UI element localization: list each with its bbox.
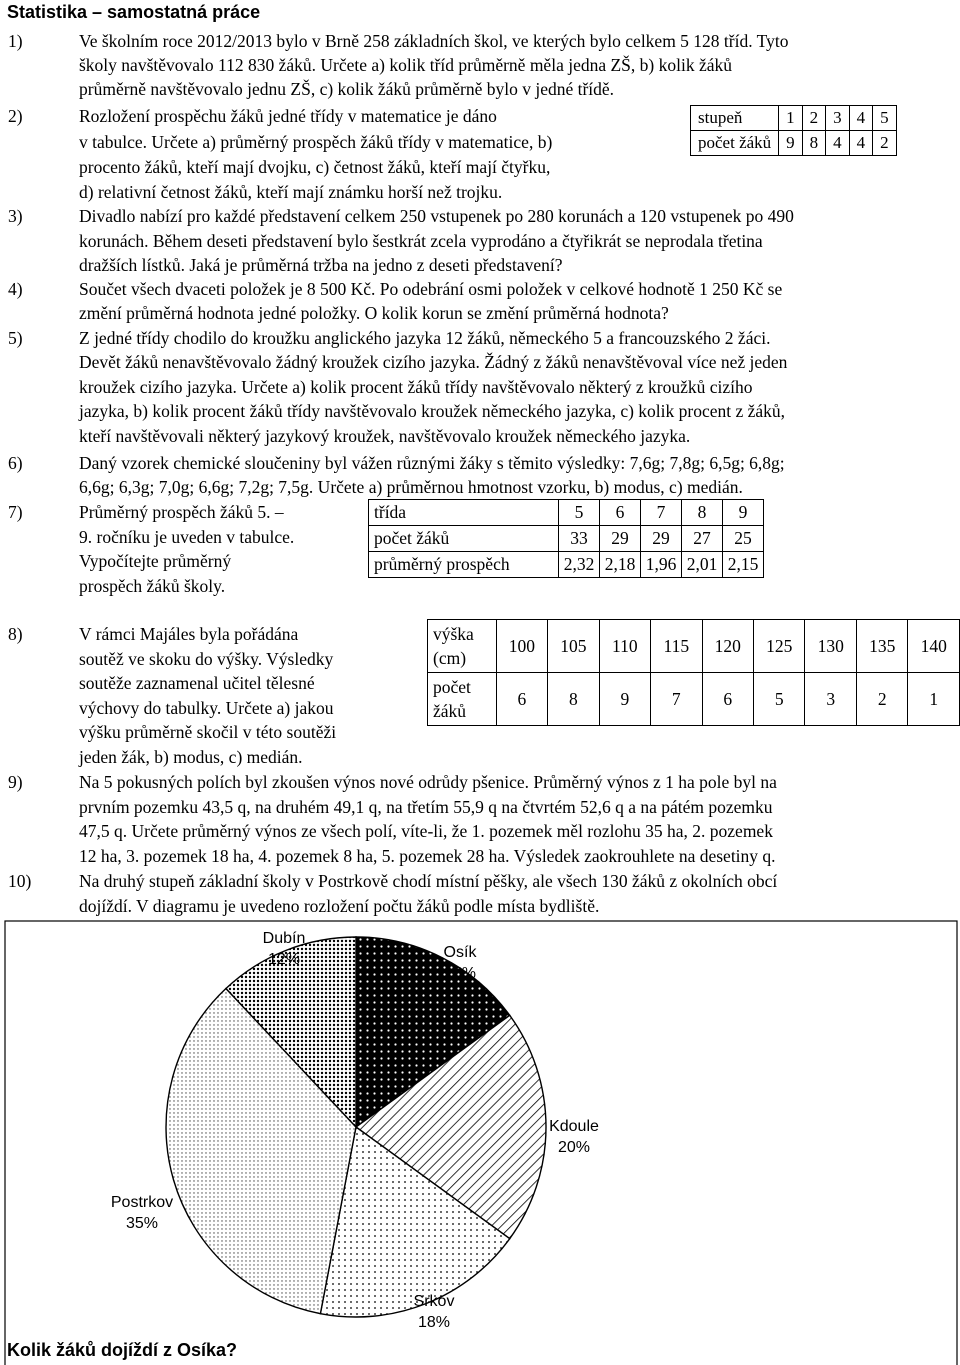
table-cell: 2,01 [682, 552, 723, 578]
table-cell: 115 [651, 620, 702, 673]
task-8-line: jeden žák, b) modus, c) medián. [79, 747, 303, 767]
table-cell: 8 [548, 673, 599, 726]
table-row [428, 673, 960, 726]
table-cell: 7 [641, 500, 682, 526]
task-5-line: kteří navštěvovali některý jazykový kroužek, navštěvovalo kroužek německého jazyka. [79, 426, 691, 446]
task-9-line: 47,5 q. Určete průměrný výnos ze všech polí, víte-li, že 1. pozemek měl rozlohu 35 ha, 2. pozemek [79, 821, 773, 841]
class-grades-table [368, 499, 764, 578]
task-5-line: kroužek cizího jazyka. Určete a) kolik procent žáků třídy navštěvovalo některý z kroužků cizího [79, 377, 753, 397]
header-line: výška [433, 624, 474, 644]
table-row [428, 620, 960, 673]
task-2-line: Rozložení prospěchu žáků jedné třídy v matematice je dáno [79, 106, 497, 126]
header-line: počet [433, 677, 471, 697]
table-cell: 6 [600, 500, 641, 526]
header-line: žáků [433, 701, 467, 721]
table-cell: 6 [702, 673, 753, 726]
task-8-line: soutěže zaznamenal učitel tělesné [79, 673, 315, 693]
table-cell: 6 [496, 673, 547, 726]
task-4-line: změní průměrná hodnota jedné položky. O kolik korun se změní průměrná hodnota? [79, 303, 669, 323]
table-cell: 3 [805, 673, 856, 726]
task-5-line: jazyka, b) kolik procent žáků třídy navštěvovalo kroužek německého jazyka, c) kolik procent z žáků, [79, 401, 786, 421]
task-8-line: výchovy do tabulky. Určete a) jakou [79, 698, 334, 718]
slice-name: Kdoule [549, 1118, 599, 1135]
task-7-line: Průměrný prospěch žáků 5. – [79, 502, 284, 522]
table-cell: 4 [849, 131, 873, 156]
table-cell: 5 [559, 500, 600, 526]
slice-label-osik [420, 942, 500, 984]
table-cell: 125 [754, 620, 805, 673]
task-1-line: školy navštěvovalo 112 830 žáků. Určete a) kolik tříd průměrně měla jedna ZŠ, b) kolik žáků [79, 55, 732, 75]
table-cell: 2,32 [559, 552, 600, 578]
slice-value: 15% [443, 965, 477, 982]
task-4-line: Součet všech dvaceti položek je 8 500 Kč. Po odebrání osmi položek v celkové hodnotě 1 250 Kč se [79, 279, 783, 299]
table-row [691, 131, 897, 156]
task-1-line: průměrně navštěvovalo jednu ZŠ, c) kolik žáků průměrně bylo v jedné třídě. [79, 79, 615, 99]
table-cell: 3 [826, 106, 850, 131]
task-number: 1) [8, 31, 23, 51]
slice-name: Postrkov [110, 1194, 174, 1211]
task-3-line: Divadlo nabízí pro každé představení celkem 250 vstupenek po 280 korunách a 120 vstupenek po 490 [79, 206, 794, 226]
table-cell: 105 [548, 620, 599, 673]
task-number: 3) [8, 206, 23, 226]
slice-name: Osík [443, 944, 477, 961]
table-cell: 2 [873, 131, 897, 156]
table-cell: 1 [779, 106, 803, 131]
task-number: 5) [8, 328, 23, 348]
table-cell: stupeň [691, 106, 779, 131]
high-jump-table [427, 619, 960, 726]
task-3-line: korunách. Během deseti představení bylo šestkrát zcela vyprodáno a čtyřikrát se neprodala třetina [79, 231, 763, 251]
table-cell: třída [369, 500, 559, 526]
task-8-line: výšku průměrně skočil v této soutěži [79, 722, 337, 742]
task-7-line: 9. ročníku je uveden v tabulce. [79, 527, 295, 547]
task-2-line: v tabulce. Určete a) průměrný prospěch žáků třídy v matematice, b) [79, 132, 553, 152]
task-6-line: 6,6g; 6,3g; 7,0g; 6,6g; 7,2g; 7,5g. Určete a) průměrnou hmotnost vzorku, b) modus, c) medián. [79, 477, 743, 497]
table-cell: počet žáků [691, 131, 779, 156]
table-cell: 8 [682, 500, 723, 526]
table-cell: 9 [723, 500, 764, 526]
slice-value: 20% [557, 1139, 591, 1156]
table-cell: počet žáků [369, 526, 559, 552]
task-3-line: dražších lístků. Jaká je průměrná tržba na jedno z deseti představení? [79, 255, 563, 275]
slice-value: 18% [417, 1314, 451, 1331]
table-cell: 2,15 [723, 552, 764, 578]
task-7-line: prospěch žáků školy. [79, 576, 226, 596]
table-row [369, 500, 764, 526]
task-number: 9) [8, 772, 23, 792]
slice-label-dubin [244, 928, 324, 970]
table-cell: 9 [779, 131, 803, 156]
table-cell: 5 [873, 106, 897, 131]
task-1-line: Ve školním roce 2012/2013 bylo v Brně 258 základních škol, ve kterých bylo celkem 5 128 tříd. Tyto [79, 31, 789, 51]
table-cell: 130 [805, 620, 856, 673]
table-row [691, 106, 897, 131]
table-cell: 2,18 [600, 552, 641, 578]
table-cell: 33 [559, 526, 600, 552]
table-cell: 2 [856, 673, 907, 726]
task-2-line: procento žáků, kteří mají dvojku, c) četnost žáků, kteří mají čtyřku, [79, 157, 551, 177]
task-number: 2) [8, 106, 23, 126]
task-8-line: soutěž ve skoku do výšky. Výsledky [79, 649, 334, 669]
table-cell: 29 [600, 526, 641, 552]
task-5-line: Z jedné třídy chodilo do kroužku anglického jazyka 12 žáků, německého 5 a francouzského 2 žáci. [79, 328, 771, 348]
table-cell: 2 [802, 106, 826, 131]
task-9-line: Na 5 pokusných polích byl zkoušen výnos nové odrůdy pšenice. Průměrný výnos z 1 ha pole byl na [79, 772, 777, 792]
table-cell: 100 [496, 620, 547, 673]
table-cell: 1,96 [641, 552, 682, 578]
table-cell: 5 [754, 673, 805, 726]
table-cell: 29 [641, 526, 682, 552]
table-cell: 1 [908, 673, 960, 726]
task-2-line: d) relativní četnost žáků, kteří mají známku horší než trojku. [79, 182, 503, 202]
slice-label-postrkov [100, 1192, 184, 1234]
task-number: 7) [8, 502, 23, 522]
task-6-line: Daný vzorek chemické sloučeniny byl vážen různými žáky s těmito výsledky: 7,6g; 7,8g; 6,5g; 6,8g; [79, 453, 785, 473]
slice-name: Dubín [262, 930, 306, 947]
slice-value: 12% [267, 951, 301, 968]
table-cell: 8 [802, 131, 826, 156]
table-cell: 9 [599, 673, 650, 726]
slice-label-srkov [394, 1291, 474, 1333]
table-cell: průměrný prospěch [369, 552, 559, 578]
page-title: Statistika – samostatná práce [7, 2, 261, 22]
table-row [369, 526, 764, 552]
table-header-cell [428, 620, 497, 673]
task-number: 4) [8, 279, 23, 299]
slice-label-kdoule [534, 1116, 614, 1158]
header-line: (cm) [433, 648, 467, 668]
table-row [369, 552, 764, 578]
final-question: Kolik žáků dojíždí z Osíka? [7, 1340, 238, 1360]
task-7-line: Vypočítejte průměrný [79, 551, 232, 571]
table-cell: 4 [849, 106, 873, 131]
slice-value: 35% [125, 1215, 159, 1232]
task-10-line: dojíždí. V diagramu je uvedeno rozložení počtu žáků podle místa bydliště. [79, 896, 600, 916]
task-8-line: V rámci Majáles byla pořádána [79, 624, 299, 644]
task-9-line: 12 ha, 3. pozemek 18 ha, 4. pozemek 8 ha, 5. pozemek 28 ha. Výsledek zaokrouhlete na desetiny q. [79, 846, 776, 866]
task-5-line: Devět žáků nenavštěvovalo žádný kroužek cizího jazyka. Žádný z žáků nenavštěvoval více než jeden [79, 352, 788, 372]
table-cell: 4 [826, 131, 850, 156]
table-cell: 140 [908, 620, 960, 673]
task-number: 8) [8, 624, 23, 644]
task-number: 10) [8, 871, 32, 891]
task-number: 6) [8, 453, 23, 473]
table-cell: 120 [702, 620, 753, 673]
table-header-cell [428, 673, 497, 726]
table-cell: 27 [682, 526, 723, 552]
table-cell: 110 [599, 620, 650, 673]
task-10-line: Na druhý stupeň základní školy v Postrkově chodí místní pěšky, ale všech 130 žáků z okolních obcí [79, 871, 778, 891]
table-cell: 7 [651, 673, 702, 726]
table-cell: 135 [856, 620, 907, 673]
table-cell: 25 [723, 526, 764, 552]
task-9-line: prvním pozemku 43,5 q, na druhém 49,1 q, na třetím 55,9 q na čtvrtém 52,6 q a na pátém pozemku [79, 797, 773, 817]
slice-name: Srkov [413, 1293, 455, 1310]
grade-table [690, 105, 897, 156]
